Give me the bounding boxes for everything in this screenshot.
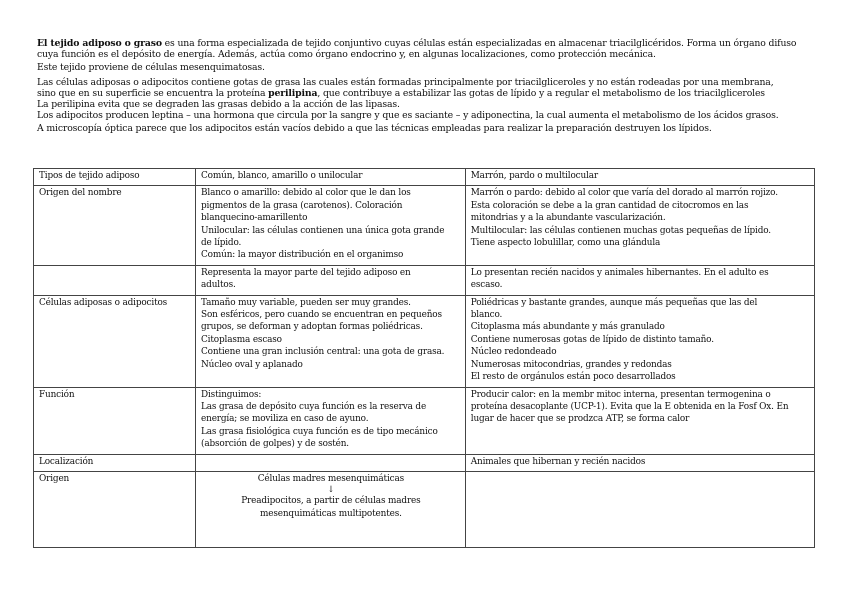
- cell-line: Común: la mayor distribución en el organimso: [201, 250, 404, 261]
- cell-line: adultos.: [201, 280, 236, 291]
- row-label: Origen del nombre: [34, 186, 196, 265]
- down-arrow-icon: ↓: [327, 485, 335, 496]
- intro-line: [37, 38, 817, 49]
- cell-line: Lo presentan recién nacidos y animales hibernantes. En el adulto es: [470, 267, 769, 278]
- table-row-origen-nombre: [34, 186, 815, 265]
- cell-line: Células madres mesenquimáticas: [257, 473, 404, 484]
- term-tejido-adiposo: tejido adiposo o graso: [50, 38, 162, 49]
- intro-paragraph-definition: [37, 38, 817, 60]
- intro-paragraph-perilipina: La perilipina evita que se degraden las grasas debido a la acción de las lipasas.: [37, 99, 400, 111]
- cell-line: Distinguimos:: [201, 389, 262, 400]
- intro-paragraph-origin: Este tejido proviene de células mesenquimatosas.: [37, 62, 265, 74]
- cell-line: Citoplasma más abundante y más granulado: [470, 322, 665, 333]
- cell-line: grupos, se deforman y adoptan formas poliédricas.: [201, 322, 423, 333]
- cell-line: Tamaño muy variable, pueden ser muy grandes.: [201, 297, 411, 308]
- cell-blanco: [196, 186, 466, 265]
- table-header-cell: Común, blanco, amarillo o unilocular: [196, 169, 466, 186]
- cell-marron: Animales que hibernan y recién nacidos: [465, 454, 814, 471]
- cell-blanco: [196, 387, 466, 454]
- table-header-cell: Marrón, pardo o multilocular: [465, 169, 814, 186]
- cell-line: Citoplasma escaso: [201, 334, 282, 345]
- intro-text-span: sino que en su superficie se encuentra la proteína: [37, 87, 269, 99]
- table-header-cell: Tipos de tejido adiposo: [34, 169, 196, 186]
- table-row-funcion: [34, 387, 815, 454]
- intro-paragraph-adipocytes: [37, 77, 817, 99]
- adipose-comparison-table: [33, 168, 815, 548]
- cell-line: Numerosas mitocondrias, grandes y redondas: [470, 359, 672, 370]
- table-row-distribucion: [34, 265, 815, 295]
- cell-line: mesenquimáticas multipotentes.: [259, 508, 402, 519]
- cell-line: de lípido.: [201, 238, 242, 249]
- cell-line: Tiene aspecto lobulillar, como una glándula: [470, 238, 661, 249]
- cell-line: Multilocular: las células contienen muchas gotas pequeñas de lípido.: [470, 225, 771, 236]
- cell-line: Contiene numerosas gotas de lípido de distinto tamaño.: [470, 334, 714, 345]
- table-header-row: [34, 169, 815, 186]
- intro-lead: El: [37, 38, 51, 49]
- row-label: Células adiposas o adipocitos: [34, 295, 196, 387]
- cell-marron: [465, 295, 814, 387]
- cell-marron: [465, 387, 814, 454]
- table-row-celulas: [34, 295, 815, 387]
- cell-marron: [465, 186, 814, 265]
- cell-line: Son esféricos, pero cuando se encuentran en pequeños: [201, 310, 442, 321]
- intro-text-span: , que contribuye a estabilizar las gotas de lípido y a regular el metabolismo de los triacilgliceroles: [317, 87, 765, 99]
- cell-line: Contiene una gran inclusión central: una gota de grasa.: [201, 347, 445, 358]
- cell-line: mitondrias y a la abundante vascularización.: [470, 213, 666, 224]
- intro-line: Las células adiposas o adipocitos contiene gotas de grasa las cuales están formadas principalmente por triacilgliceroles y no están rodeadas por una membrana,: [37, 76, 774, 88]
- intro-text-span: es una forma especializada de tejido conjuntivo cuyas células están especializadas en almacenar triacilglicéridos. Forma un órgano difuso: [161, 38, 797, 49]
- cell-blanco: [196, 471, 466, 547]
- cell-line: escaso.: [470, 280, 503, 291]
- table-row-origen: [34, 471, 815, 547]
- cell-line: pigmentos de la grasa (carotenos). Coloración: [201, 200, 403, 211]
- cell-line: lugar de hacer que se prodzca ATP, se forma calor: [470, 414, 690, 425]
- cell-line: Marrón o pardo: debido al color que varía del dorado al marrón rojizo.: [470, 188, 778, 199]
- intro-line: [37, 88, 817, 99]
- cell-line: Preadipocitos, a partir de células madres: [241, 496, 421, 507]
- cell-line: energía; se moviliza en caso de ayuno.: [201, 414, 369, 425]
- intro-paragraph-microscopy: A microscopía óptica parece que los adipocitos están vacíos debido a que las técnicas empleadas para realizar la preparación destruyen los lípidos.: [37, 123, 712, 135]
- row-label: Función: [34, 387, 196, 454]
- cell-line: Esta coloración se debe a la gran cantidad de citocromos en las: [470, 200, 749, 211]
- cell-line: Núcleo oval y aplanado: [201, 359, 303, 370]
- cell-line: Poliédricas y bastante grandes, aunque más pequeñas que las del: [470, 297, 758, 308]
- cell-line: El resto de orgánulos están poco desarrollados: [470, 372, 676, 383]
- cell-marron: [465, 265, 814, 295]
- cell-blanco: [196, 295, 466, 387]
- row-label: Origen: [34, 471, 196, 547]
- cell-line: Unilocular: las células contienen una única gota grande: [201, 225, 445, 236]
- cell-line: Producir calor: en la membr mitoc interna, presentan termogenina o: [470, 389, 771, 400]
- cell-blanco: [196, 454, 466, 471]
- intro-text: [37, 38, 817, 135]
- table-row-localizacion: [34, 454, 815, 471]
- intro-line: cuya función es el depósito de energía. Además, actúa como órgano endocrino y, en algunas localizaciones, como protección mecánica.: [37, 49, 656, 61]
- cell-line: Las grasa fisiológica cuya función es de tipo mecánico: [201, 426, 438, 437]
- cell-line: Núcleo redondeado: [470, 347, 557, 358]
- term-perilipina: perilipina: [268, 87, 318, 99]
- cell-line: Blanco o amarillo: debido al color que le dan los: [201, 188, 411, 199]
- row-label: Localización: [34, 454, 196, 471]
- cell-line: blanco.: [470, 310, 503, 321]
- cell-line: (absorción de golpes) y de sostén.: [201, 439, 349, 450]
- intro-paragraph-hormones: Los adipocitos producen leptina – una hormona que circula por la sangre y que es saciante – y adiponectina, la cual aumenta el metabolismo de los ácidos grasos.: [37, 110, 779, 122]
- cell-blanco: [196, 265, 466, 295]
- cell-line: blanquecino-amarillento: [201, 213, 308, 224]
- cell-line: proteína desacoplante (UCP-1). Evita que la E obtenida en la Fosf Ox. En: [470, 401, 789, 412]
- cell-line: Representa la mayor parte del tejido adiposo en: [201, 267, 411, 278]
- cell-line: Las grasa de depósito cuya función es la reserva de: [201, 401, 427, 412]
- cell-marron: [465, 471, 814, 547]
- row-label: [34, 265, 196, 295]
